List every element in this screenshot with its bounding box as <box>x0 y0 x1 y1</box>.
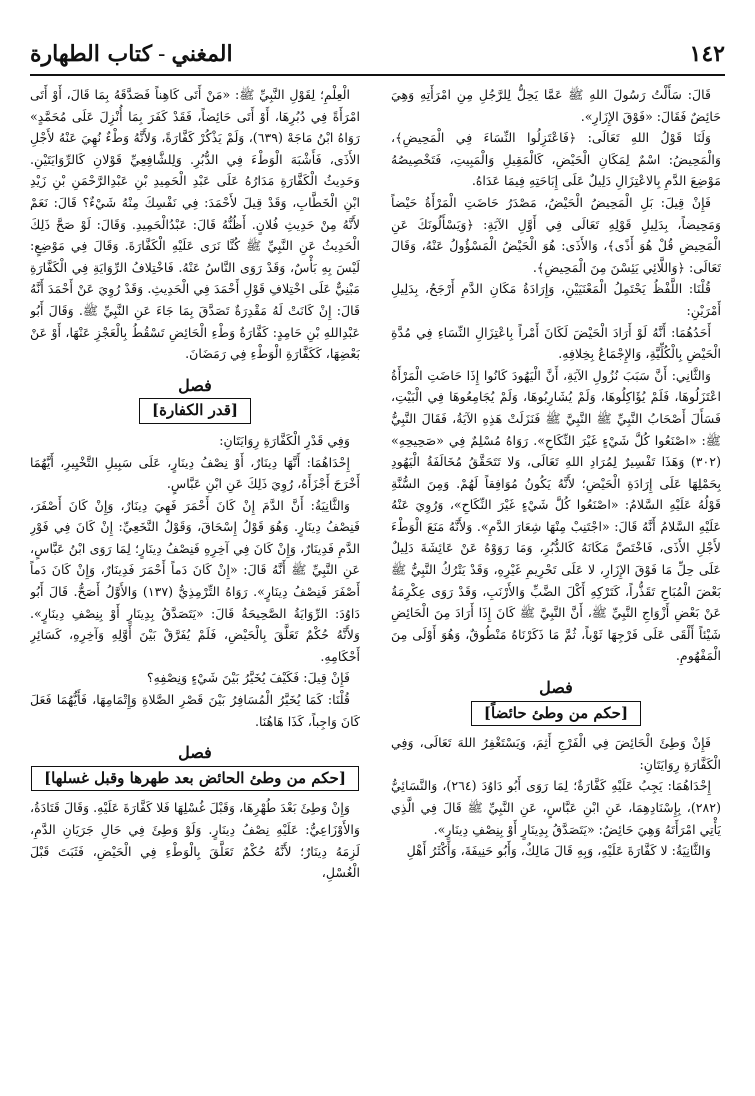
paragraph: وَالثَّانِيَةُ: لا كَفَّارَةَ عَلَيْهِ، وَبِهِ قَالَ مَالِكٌ، وَأَبُو حَنِيفَةَ، وَأَكْثَرُ أَهْلِ <box>406 843 711 859</box>
section-title <box>30 398 360 424</box>
running-title <box>30 41 233 67</box>
section-heading: فصل <box>178 743 212 763</box>
right-column <box>391 84 721 1088</box>
paragraph: إِحْدَاهُمَا: يَجِبُ عَلَيْهِ كَفَّارَةٌ؛ لِمَا رَوَى أَبُو دَاوُدَ (٢٦٤)، وَالنَّسَائِيُّ (٢٨٢)، بِإِسْنَادِهِمَا، عَنِ ابْنِ عَبَّاسٍ، عَنِ النَّبِيِّ ﷺ قَالَ فِي الَّذِي يَأْتِي امْرَأَتَهُ وَهِيَ حَائِضٌ: «يَتَصَدَّقُ بِدِينَارٍ أَوْ بِنِصْفِ دِينَارٍ». <box>391 778 721 837</box>
paragraph: أَحَدُهُمَا: أَنَّهُ لَوْ أَرَادَ الْحَيْضَ لَكَانَ أَمْراً بِاعْتِزَالِ النِّسَاءِ فِي مُدَّةِ الْحَيْضِ بِالْكُلِّيَّةِ، وَالإِجْمَاعُ بِخِلافِهِ. <box>391 324 721 362</box>
paragraph: إِحْدَاهُمَا: أَنَّهَا دِينَارٌ، أَوْ نِصْفُ دِينَارٍ، عَلَى سَبِيلِ التَّخْيِيرِ، أَيَّهُمَا أَخْرَجَ أَجْزَأَهُ، رُوِيَ ذَلِكَ عَنِ ابْنِ عَبَّاسٍ. <box>30 454 360 492</box>
paragraph: وَلَنَا قَوْلُ اللهِ تَعَالَى: ﴿فَاعْتَزِلُوا النِّسَاءَ فِي الْمَحِيضِ﴾، وَالْمَحِيضُ: اسْمٌ لِمَكَانِ الْحَيْضِ، كَالْمَقِيلِ وَالْمَبِيتِ، فَتَخْصِيصُهُ مَوْضِعَ الدَّمِ بِالاعْتِزَالِ دَلِيلٌ عَلَى إِبَاحَتِهِ فِيمَا عَدَاهُ. <box>391 130 721 189</box>
section-heading: فصل <box>539 678 573 698</box>
section-title <box>30 766 360 792</box>
paragraph: قُلْنَا: كَمَا يُخَيَّرُ الْمُسَافِرُ بَيْنَ قَصْرِ الصَّلاةِ وَإِتْمَامِهَا، فَأَيُّهُمَا فَعَلَ كَانَ وَاجِباً، كَذَا هَاهُنَا. <box>30 692 360 729</box>
paragraph: فَإِنْ قِيلَ: بَلِ الْمَحِيضُ الْحَيْضُ، مَصْدَرُ حَاضَتِ الْمَرْأَةُ حَيْضاً وَمَحِيضاً، بِدَلِيلِ قَوْلِهِ تَعَالَى فِي أَوَّلِ الآيَةِ: ﴿وَيَسْأَلُونَكَ عَنِ الْمَحِيضِ قُلْ هُوَ أَذًى﴾، وَالأَذَى: هُوَ الْحَيْضُ الْمَسْؤُولُ عَنْهُ، وَقَالَ تَعَالَى: ﴿وَاللَّائِي يَئِسْنَ مِنَ الْمَحِيضِ﴾. <box>391 194 721 275</box>
left-column <box>30 84 360 1088</box>
paragraph: قَالَ: سَأَلْتُ رَسُولَ اللهِ ﷺ عَمَّا يَحِلُّ لِلرَّجُلِ مِنِ امْرَأَتِهِ وَهِيَ حَائِضٌ فَقَالَ: «فَوْقَ الإِزَارِ». <box>391 87 721 124</box>
title-separator: - <box>158 42 166 67</box>
paragraph: الْعِلْمِ؛ لِقَوْلِ النَّبِيِّ ﷺ: «مَنْ أَتَى كَاهِناً فَصَدَّقَهُ بِمَا قَالَ، أَوْ أَتَى امْرَأَةً فِي دُبُرِهَا، أَوْ أَتَى حَائِضاً، فَقَدْ كَفَرَ بِمَا أُنْزِلَ عَلَى مُحَمَّدٍ» رَوَاهُ ابْنُ مَاجَهْ (٦٣٩)، وَلَمْ يَذْكُرْ كَفَّارَةً، وَلأَنَّهُ وَطْءٌ نُهِيَ عَنْهُ لأَجْلِ الأَذَى، فَأَشْبَهَ الْوَطْءَ فِي الدُّبُرِ. وَلِلشَّافِعِيِّ قَوْلانِ كَالرِّوَايَتَيْنِ. وَحَدِيثُ الْكَفَّارَةِ مَدَارُهُ عَلَى عَبْدِ الْحَمِيدِ بْنِ عَبْدِالرَّحْمَنِ بْنِ زَيْدِ ابْنِ الْخَطَّابِ، وَقَدْ قِيلَ لأَحْمَدَ: فِي نَفْسِكَ مِنْهُ شَيْءٌ؟ قَالَ: نَعَمْ لأَنَّهُ مِنْ حَدِيثِ فُلانٍ. أَظُنُّهُ قَالَ: عَبْدُالْحَمِيدِ. وَقَالَ: لَوْ صَحَّ ذَلِكَ الْحَدِيثُ عَنِ النَّبِيِّ ﷺ كُنَّا نَرَى عَلَيْهِ الْكَفَّارَةَ. وَقَالَ فِي مَوْضِعٍ: لَيْسَ بِهِ بَأْسٌ، وَقَدْ رَوَى النَّاسُ عَنْهُ. فَاخْتِلافُ الرِّوَايَةِ فِي الْكَفَّارَةِ مَبْنِيٌّ عَلَى اخْتِلافِ قَوْلِ أَحْمَدَ فِي الْحَدِيثِ. وَقَدْ رُوِيَ عَنْ أَحْمَدَ أَنَّهُ قَالَ: إِنْ كَانَتْ لَهُ مَقْدِرَةٌ تَصَدَّقَ بِمَا جَاءَ عَنِ النَّبِيِّ ﷺ. وَقَالَ أَبُو عَبْدِاللهِ بْنِ حَامِدٍ: كَفَّارَةُ وَطْءِ الْحَائِضِ تَسْقُطُ بِالْعَجْزِ عَنْهَا، أَوْ عَنْ بَعْضِهَا، كَكَفَّارَةِ الْوَطْءِ فِي رَمَضَانَ. <box>30 87 360 362</box>
section-title-text: [قدر الكفارة] <box>139 398 251 424</box>
chapter-title: كتاب الطهارة <box>30 41 153 67</box>
book-title: المغني <box>171 41 233 67</box>
paragraph: وَالثَّانِيَةُ: أَنَّ الدَّمَ إِنْ كَانَ أَحْمَرَ فَهِيَ دِينَارٌ، وَإِنْ كَانَ أَصْفَرَ، فَنِصْفُ دِينَارٍ. وَهُوَ قَوْلُ إِسْحَاقَ، وَقَوْلُ النَّخَعِيِّ: إِنْ كَانَ فِي فَوْرِ الدَّمِ فَدِينَارٌ، وَإِنْ كَانَ فِي آخِرِهِ فَنِصْفُ دِينَارٍ؛ لِمَا رَوَى ابْنُ عَبَّاسٍ، عَنِ النَّبِيِّ ﷺ أَنَّهُ قَالَ: «إِنْ كَانَ دَماً أَحْمَرَ فَدِينَارٌ، وَإِنْ كَانَ دَماً أَصْفَرَ فَنِصْفُ دِينَارٍ». رَوَاهُ التِّرْمِذِيُّ (١٣٧) وَالأَوَّلُ أَصَحُّ. قَالَ أَبُو دَاوُدَ: الرِّوَايَةُ الصَّحِيحَةُ قَالَ: «يَتَصَدَّقُ بِدِينَارٍ أَوْ بِنِصْفِ دِينَارٍ». وَلأَنَّهُ حُكْمٌ تَعَلَّقَ بِالْحَيْضِ، فَلَمْ يُفَرَّقْ بَيْنَ أَوَّلِهِ وَآخِرِهِ، كَسَائِرِ أَحْكَامِهِ. <box>30 497 360 664</box>
paragraph: فَإِنْ وَطِئَ الْحَائِضَ فِي الْفَرْجِ أَثِمَ، وَيَسْتَغْفِرُ اللهَ تَعَالَى، وَفِي الْكَفَّارَةِ رِوَايَتَانِ: <box>391 735 721 772</box>
paragraph: وَفِي قَدْرِ الْكَفَّارَةِ رِوَايَتَانِ: <box>219 432 350 448</box>
paragraph: وَإِنْ وَطِئَ بَعْدَ طُهْرِهَا، وَقَبْلَ غُسْلِهَا فَلا كَفَّارَةَ عَلَيْهِ. وَقَالَ قَتَادَةُ، وَالأَوْزَاعِيُّ: عَلَيْهِ نِصْفُ دِينَارٍ. وَلَوْ وَطِئَ فِي حَالِ جَرَيَانِ الدَّمِ، لَزِمَهُ دِينَارٌ؛ لأَنَّهُ حُكْمٌ تَعَلَّقَ بِالْوَطْءِ فِي الْحَيْضِ، فَثَبَتَ قَبْلَ الْغُسْلِ، <box>30 800 360 881</box>
section-heading: فصل <box>178 375 212 395</box>
paragraph: وَالثَّانِي: أَنَّ سَبَبَ نُزُولِ الآيَةِ، أَنَّ الْيَهُودَ كَانُوا إِذَا حَاضَتِ الْمَرْأَةُ اعْتَزَلُوهَا، فَلَمْ يُؤَاكِلُوهَا، وَلَمْ يُشَارِبُوهَا، وَلَمْ يُجَامِعُوهَا فِي الْبَيْتِ، فَسَأَلَ أَصْحَابُ النَّبِيِّ ﷺ النَّبِيَّ ﷺ فَنَزَلَتْ هَذِهِ الآيَةُ، فَقَالَ النَّبِيُّ ﷺ: «اصْنَعُوا كُلَّ شَيْءٍ غَيْرَ النِّكَاحِ». رَوَاهُ مُسْلِمٌ فِي «صَحِيحِهِ» (٣٠٢) وَهَذَا تَفْسِيرٌ لِمُرَادِ اللهِ تَعَالَى، وَلا تَتَحَقَّقُ مُخَالَفَةُ الْيَهُودِ بِحَمْلِهَا عَلَى إِرَادَةِ الْحَيْضِ؛ لأَنَّهُ يَكُونُ مُوَافِقاً لَهُمْ. وَمِنَ السُّنَّةِ قَوْلُهُ عَلَيْهِ السَّلامُ: «اصْنَعُوا كُلَّ شَيْءٍ غَيْرَ النِّكَاحِ»، وَرُوِيَ عَنْهُ عَلَيْهِ السَّلامُ أَنَّهُ قَالَ: «اجْتَنِبْ مِنْهَا شِعَارَ الدَّمِ». وَلأَنَّهُ مَنَعَ الْوَطْءَ لأَجْلِ الأَذَى، فَاخْتَصَّ مَكَانَهُ كَالدُّبُرِ، وَمَا رَوَوْهُ عَنْ عَائِشَةَ دَلِيلٌ عَلَى حِلِّ مَا فَوْقَ الإِزَارِ، لا عَلَى تَحْرِيمِ غَيْرِهِ، وَقَدْ يَتْرُكُ النَّبِيُّ ﷺ بَعْضَ الْمُبَاحِ تَقَذُّراً، كَتَرْكِهِ أَكْلَ الضَّبِّ وَالأَرْنَبِ، وَقَدْ رَوَى عِكْرِمَةُ عَنْ بَعْضِ أَزْوَاجِ النَّبِيِّ ﷺ، أَنَّ النَّبِيَّ ﷺ كَانَ إِذَا أَرَادَ مِنَ الْحَائِضِ شَيْئاً أَلْقَى عَلَى فَرْجِهَا ثَوْباً، ثُمَّ مَا ذَكَرْنَاهُ مَنْطُوقٌ، وَهُوَ أَوْلَى مِنَ الْمَفْهُومِ. <box>391 367 721 664</box>
paragraph: فَإِنْ قِيلَ: فَكَيْفَ يُخَيَّرُ بَيْنَ شَيْءٍ وَنِصْفِهِ؟ <box>146 670 350 686</box>
page-header <box>30 34 725 76</box>
page-number: ١٤٢ <box>689 41 725 67</box>
section-title-text: [حكم من وطئ حائضاً] <box>471 701 641 727</box>
paragraph: قُلْنَا: اللَّفْظُ يَحْتَمِلُ الْمَعْنَيَيْنِ، وَإِرَادَةُ مَكَانِ الدَّمِ أَرْجَحُ، بِدَلِيلِ أَمْرَيْنِ: <box>391 281 721 318</box>
section-title <box>391 701 721 727</box>
section-title-text: [حكم من وطئ الحائض بعد طهرها وقبل غسلها] <box>31 766 359 792</box>
